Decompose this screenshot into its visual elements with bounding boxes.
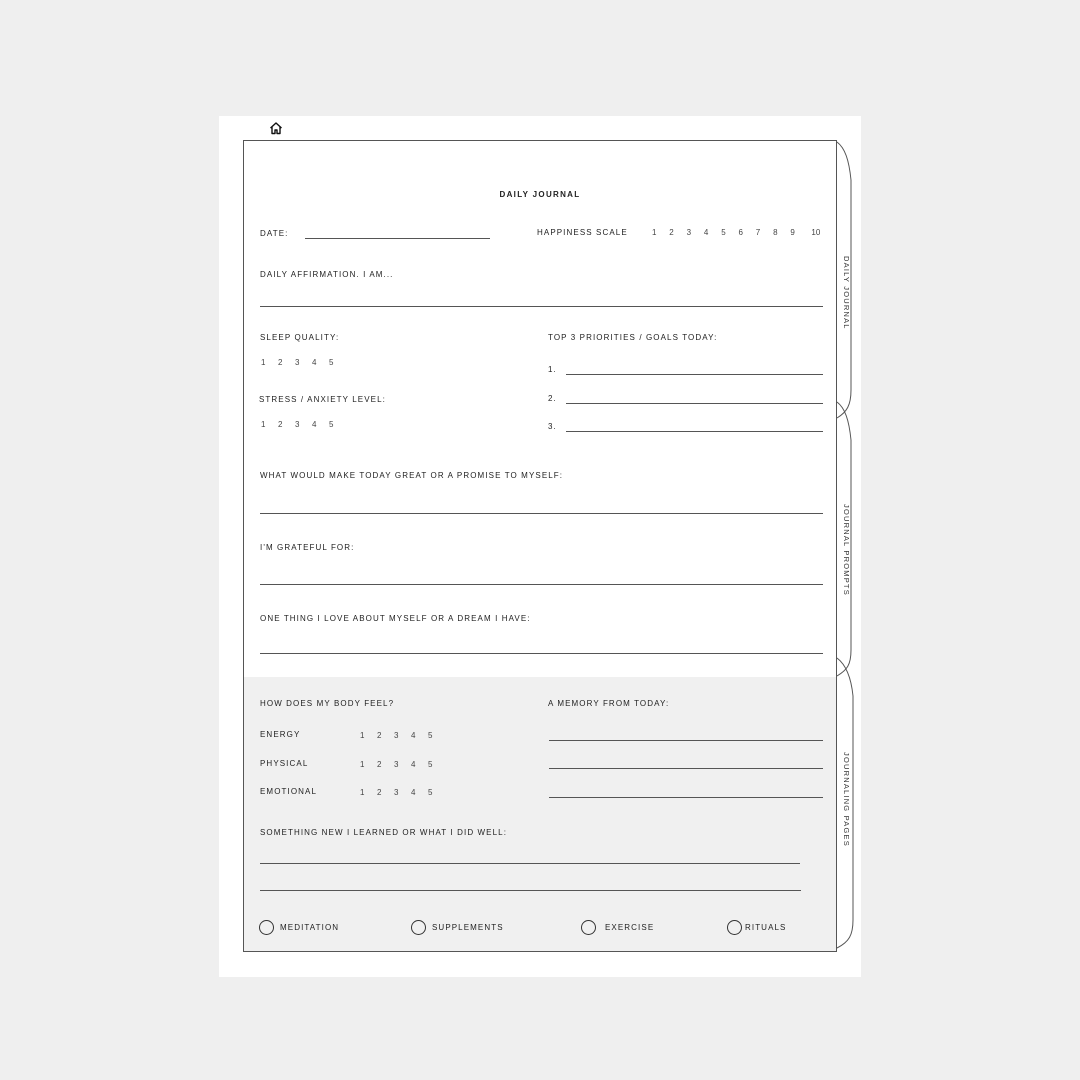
priority-number: 3. [548,422,557,431]
priority-number: 1. [548,365,557,374]
priority-number: 2. [548,394,557,403]
scale-option[interactable]: 1 [360,760,365,769]
scale-option[interactable]: 5 [428,731,433,740]
scale-option[interactable]: 4 [312,358,317,367]
priority-field[interactable] [566,374,823,375]
scale-option[interactable]: 2 [278,358,283,367]
scale-option[interactable]: 1 [360,788,365,797]
scale-option[interactable]: 7 [755,228,761,237]
learned-label: SOMETHING NEW I LEARNED OR WHAT I DID WELL: [260,828,508,837]
tab-journal-prompts[interactable]: JOURNAL PROMPTS [842,504,851,596]
great-today-field[interactable] [260,513,823,514]
body-section-panel [244,677,836,951]
checkbox-circle[interactable] [581,920,596,935]
scale-option[interactable]: 2 [669,228,674,237]
happiness-scale [652,228,825,238]
happiness-label: HAPPINESS SCALE [537,228,628,237]
scale-option[interactable]: 2 [377,788,382,797]
scale-option[interactable]: 3 [394,731,399,740]
scale-option[interactable]: 5 [428,760,433,769]
date-label: DATE: [260,229,289,238]
energy-scale [360,731,438,741]
body-row-label: PHYSICAL [260,759,309,768]
checkbox-label: MEDITATION [280,922,340,932]
scale-option[interactable]: 2 [377,760,382,769]
body-row-label: ENERGY [260,730,301,739]
scale-option[interactable]: 5 [329,358,334,367]
checkbox-label: EXERCISE [605,922,655,932]
scale-option[interactable]: 2 [278,420,283,429]
stress-label: STRESS / ANXIETY LEVEL: [259,395,386,404]
checkbox-rituals[interactable] [727,920,787,935]
checkbox-label: RITUALS [745,922,787,932]
physical-scale [360,760,438,770]
scale-option[interactable]: 4 [312,420,317,429]
scale-option[interactable]: 1 [261,358,266,367]
home-icon[interactable] [269,121,283,135]
learned-field[interactable] [260,890,801,891]
affirmation-field[interactable] [260,306,823,307]
scale-option[interactable]: 3 [295,358,300,367]
scale-option[interactable]: 3 [295,420,300,429]
checkbox-supplements[interactable] [411,920,504,935]
stress-scale [261,420,339,430]
scale-option[interactable]: 1 [261,420,266,429]
memory-field[interactable] [549,797,823,798]
tab-journaling-pages[interactable]: JOURNALING PAGES [842,752,851,847]
scale-option[interactable]: 3 [394,760,399,769]
sleep-scale [261,358,339,368]
love-dream-label: ONE THING I LOVE ABOUT MYSELF OR A DREAM I HAVE: [260,614,531,623]
checkbox-label: SUPPLEMENTS [432,922,504,932]
memory-label: A MEMORY FROM TODAY: [548,699,670,708]
scale-option[interactable]: 1 [360,731,365,740]
sleep-quality-label: SLEEP QUALITY: [260,333,340,342]
scale-option[interactable]: 3 [394,788,399,797]
scale-option[interactable]: 1 [652,228,657,237]
checkbox-meditation[interactable] [259,920,339,935]
page-title: DAILY JOURNAL [499,190,581,199]
memory-field[interactable] [549,740,823,741]
priorities-label: TOP 3 PRIORITIES / GOALS TODAY: [548,333,718,342]
memory-field[interactable] [549,768,823,769]
scale-option[interactable]: 10 [811,228,821,237]
body-feel-label: HOW DOES MY BODY FEEL? [260,699,395,708]
emotional-scale [360,788,438,798]
affirmation-label: DAILY AFFIRMATION. I AM... [260,270,394,279]
scale-option[interactable]: 4 [411,731,416,740]
scale-option[interactable]: 9 [790,228,795,237]
scale-option[interactable]: 4 [411,788,416,797]
scale-option[interactable]: 4 [703,228,709,237]
grateful-field[interactable] [260,584,823,585]
scale-option[interactable]: 5 [721,228,726,237]
scale-option[interactable]: 2 [377,731,382,740]
scale-option[interactable]: 8 [773,228,778,237]
scale-option[interactable]: 3 [686,228,692,237]
scale-option[interactable]: 5 [329,420,334,429]
journal-page [243,140,837,952]
checkbox-circle[interactable] [259,920,274,935]
priority-field[interactable] [566,403,823,404]
great-today-label: WHAT WOULD MAKE TODAY GREAT OR A PROMISE TO MYSELF: [260,471,564,480]
scale-option[interactable]: 6 [738,228,743,237]
date-field[interactable] [305,238,490,239]
scale-option[interactable]: 4 [411,760,416,769]
tab-daily-journal[interactable]: DAILY JOURNAL [842,256,851,330]
grateful-label: I'M GRATEFUL FOR: [260,543,355,552]
scale-option[interactable]: 5 [428,788,433,797]
learned-field[interactable] [260,863,800,864]
checkbox-circle[interactable] [411,920,426,935]
love-dream-field[interactable] [260,653,823,654]
priority-field[interactable] [566,431,823,432]
body-row-label: EMOTIONAL [260,787,318,796]
checkbox-circle[interactable] [727,920,742,935]
checkbox-exercise[interactable] [581,920,654,935]
